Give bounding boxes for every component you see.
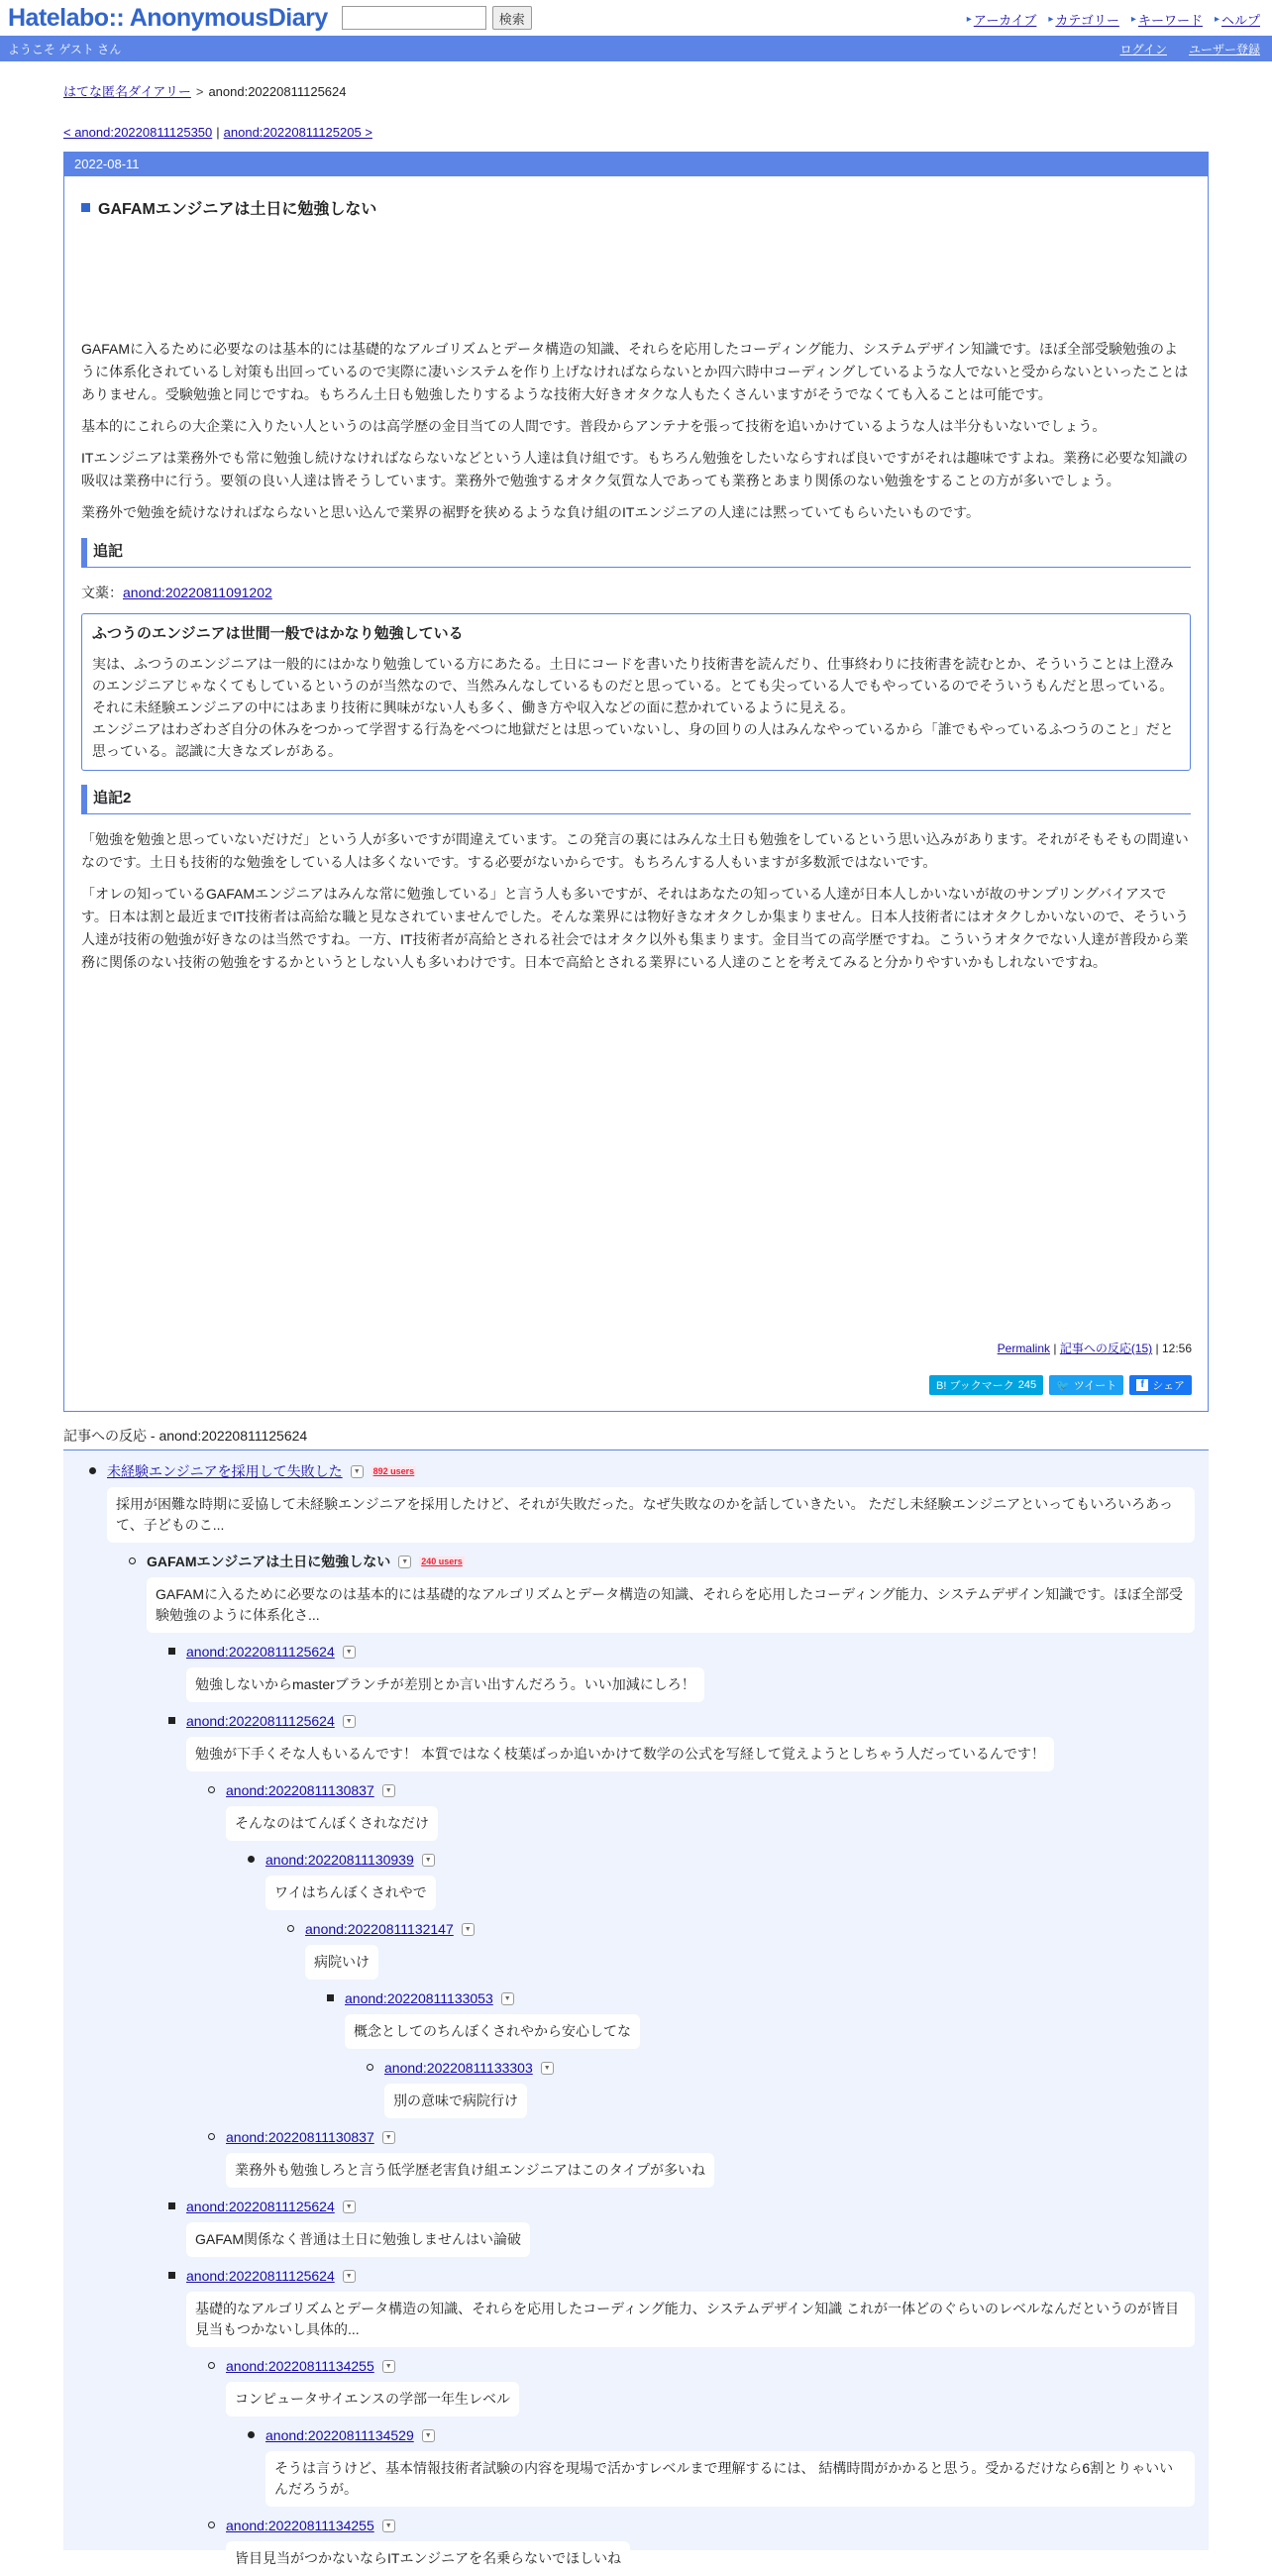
quote-title: ふつうのエンジニアは世間一般ではかなり勉強している — [92, 625, 464, 642]
chevron-down-icon[interactable]: ▼ — [462, 1923, 475, 1936]
nav-archive[interactable] — [967, 10, 1037, 29]
response-link[interactable]: anond:20220811133053 — [345, 1990, 493, 2006]
breadcrumb-current: anond:20220811125624 — [208, 84, 347, 99]
entry-body — [64, 196, 1208, 974]
response-body: 別の意味で病院行け — [384, 2084, 527, 2118]
entry-footer — [998, 1340, 1192, 1356]
source-line — [81, 582, 1191, 604]
main-content — [63, 81, 1209, 1412]
response-item — [265, 1849, 1209, 1910]
response-item — [186, 2196, 1209, 2257]
chevron-down-icon[interactable]: ▼ — [351, 1465, 364, 1478]
response-item — [147, 1551, 1209, 1633]
source-link[interactable]: anond:20220811091202 — [123, 585, 272, 600]
chevron-down-icon[interactable]: ▼ — [422, 1854, 435, 1867]
top-bar — [0, 0, 1272, 36]
guest-bar — [0, 36, 1272, 61]
arrow-icon: ▸ — [1214, 14, 1219, 25]
bullet-icon — [248, 2431, 255, 2438]
entry-paragraph: GAFAMに入るために必要なのは基本的には基礎的なアルゴリズムとデータ構造の知識、それらを応用したコーディング能力、システムデザイン知識です。ほぼ全部受験勉強のように体系化されているし対策も出回っているので実際に凄いシステムを作り上げなければならないとか四六時中コーディングしているような人でないと受からないといったことはありません。受験勉強と同じですね。もちろん土日も勉強したりするような技術大好きオタクな人もたくさんいますがそうでなくても入ることは可能です。 — [81, 341, 1189, 402]
chevron-down-icon[interactable]: ▼ — [382, 2360, 395, 2373]
response-link[interactable]: anond:20220811125624 — [186, 1644, 335, 1660]
response-link[interactable]: anond:20220811130837 — [226, 2129, 374, 2145]
arrow-icon: ▸ — [966, 14, 972, 25]
entry-title-text: GAFAMエンジニアは土日に勉強しない — [98, 201, 377, 218]
entry-paragraph: ITエンジニアは業務外でも常に勉強し続けなければならないなどという人達は負け組です。もちろん勉強をしたいならすれば良いですがそれは趣味ですよね。業務に必要な知識の吸収は業務中に行う。要領の良い人達は皆そうしています。業務外で勉強するオタク気質な人であっても業務とあまり関係のない勉強をすることの方が多いでしょう。 — [81, 450, 1188, 488]
bullet-icon — [129, 1557, 136, 1564]
chevron-down-icon[interactable]: ▼ — [382, 2520, 395, 2532]
response-link[interactable]: anond:20220811134255 — [226, 2518, 374, 2533]
bullet-icon — [208, 2522, 215, 2528]
chevron-down-icon[interactable]: ▼ — [343, 1646, 356, 1659]
bullet-icon — [248, 1856, 255, 1863]
nav-help-link[interactable]: ヘルプ — [1220, 13, 1260, 28]
response-link[interactable]: anond:20220811125624 — [186, 1713, 335, 1729]
nav-category[interactable] — [1048, 10, 1119, 29]
response-body: 皆目見当がつかないならITエンジニアを名乗らないでほしいね — [226, 2541, 630, 2576]
response-link[interactable]: anond:20220811125624 — [186, 2199, 335, 2214]
response-item — [384, 2057, 1209, 2118]
chevron-down-icon[interactable]: ▼ — [422, 2429, 435, 2442]
responses-heading: 記事への反応 - anond:20220811125624 — [63, 1426, 1209, 1450]
bullet-icon — [168, 1648, 175, 1655]
response-link[interactable]: anond:20220811134255 — [226, 2358, 374, 2374]
response-item — [186, 1710, 1209, 1771]
arrow-icon: ▸ — [1048, 14, 1054, 25]
nav-keyword[interactable] — [1131, 10, 1203, 29]
footer-sep: | — [1155, 1342, 1159, 1355]
response-item — [226, 2355, 1209, 2416]
twitter-icon: 🐦 — [1056, 1379, 1070, 1392]
entry-text — [81, 338, 1191, 974]
footer-sep: | — [1053, 1342, 1057, 1355]
chevron-down-icon[interactable]: ▼ — [501, 1992, 514, 2005]
day-date: 2022-08-11 — [64, 153, 1208, 176]
search-input[interactable] — [342, 6, 486, 30]
pager — [63, 125, 1209, 140]
response-item — [186, 1641, 1209, 1702]
welcome-text: ようこそ ゲスト さん — [8, 42, 122, 56]
share-label: シェア — [1152, 1380, 1185, 1392]
bookmark-count: 245 — [1017, 1379, 1037, 1391]
bullet-icon — [208, 2362, 215, 2369]
response-item — [226, 2126, 1209, 2188]
nav-archive-link[interactable]: アーカイブ — [973, 13, 1037, 28]
entry-time: 12:56 — [1161, 1342, 1192, 1355]
response-link[interactable]: anond:20220811130939 — [265, 1852, 414, 1868]
response-body: そうは言うけど、基本情報技術者試験の内容を現場で活かすレベルまで理解するには、 結構時間がかかると思う。受かるだけなら6割とりゃいいんだろうが。 — [265, 2451, 1195, 2507]
response-body: ワイはちんぼくされやで — [265, 1876, 436, 1910]
chevron-down-icon[interactable]: ▼ — [343, 1715, 356, 1728]
bullet-icon — [287, 1925, 294, 1932]
tweet-label: ツイート — [1073, 1380, 1117, 1392]
top-nav — [967, 10, 1260, 29]
search-button[interactable]: 検索 — [492, 6, 532, 30]
response-link[interactable]: anond:20220811134529 — [265, 2427, 414, 2443]
response-body: GAFAM関係なく普通は土日に勉強しませんはい論破 — [186, 2222, 530, 2257]
users-badge[interactable]: 892 users — [372, 1466, 415, 1476]
response-link[interactable]: anond:20220811132147 — [305, 1921, 454, 1937]
square-icon[interactable] — [81, 203, 90, 212]
bullet-icon — [168, 2272, 175, 2279]
entry-paragraph: 基本的にこれらの大企業に入りたい人というのは高学歴の金目当ての人間です。普段からアンテナを張って技術を追いかけているような人は半分もいないでしょう。 — [81, 418, 1107, 434]
hatena-bookmark-button[interactable] — [929, 1375, 1043, 1395]
entry-title — [81, 196, 1191, 219]
bullet-icon — [208, 1786, 215, 1793]
response-link[interactable]: 未経験エンジニアを採用して失敗した — [107, 1463, 343, 1479]
response-body: 業務外も勉強しろと言う低学歴老害負け組エンジニアはこのタイプが多いね — [226, 2153, 714, 2188]
response-body: 概念としてのちんぼくされやから安心してな — [345, 2014, 640, 2049]
response-body: 採用が困難な時期に妥協して未経験エンジニアを採用したけど、それが失敗だった。なぜ失敗なのかを話していきたい。 ただし未経験エンジニアといってもいろいろあって、子どものこ... — [107, 1487, 1195, 1543]
nav-keyword-link[interactable]: キーワード — [1137, 13, 1203, 28]
next-entry-link[interactable]: anond:20220811125205 > — [223, 125, 372, 140]
response-body: 勉強しないからmasterブランチが差別とか言い出すんだろう。いい加減にしろ！ — [186, 1667, 704, 1702]
entry-paragraph: 業務外で勉強を続けなければならないと思い込んで業界の裾野を狭めるような負け組のITエンジニアの人達には黙っていてもらいたいものです。 — [81, 504, 980, 520]
hatena-bookmark-label: B! ブックマーク — [936, 1380, 1014, 1392]
day-section — [63, 152, 1209, 1412]
response-item — [345, 1987, 1209, 2049]
bullet-icon — [168, 2202, 175, 2209]
addendum1-heading: 追記 — [81, 538, 1191, 568]
addendum2-paragraph: 「オレの知っているGAFAMエンジニアはみんな常に勉強している」と言う人も多いですが、それはあなたの知っている人達が日本人しかいないが故のサンプリングバイアスです。日本は割と最近までIT技術者は高給な職と見なされていませんでした。そんな業界には物好きなオタクしか集まりません。日本人技術者にはオタクしかいないので、そういう人達が技術の勉強が好きなのは当然ですね。一方、IT技術者が高給とされる社会ではオタク以外も集まります。金目当ての高学歴ですね。こういうオタクでない人達が普段から業務に関係のない技術の勉強をするかというとしない人も多いわけです。日本で高給とされる業界にいる人達のことを考えてみると分かりやすいかもしれないですね。 — [81, 886, 1189, 970]
bullet-icon — [168, 1717, 175, 1724]
permalink[interactable]: Permalink — [997, 1342, 1050, 1355]
response-body: コンピュータサイエンスの学部一年生レベル — [226, 2382, 519, 2416]
breadcrumb-sep: > — [195, 84, 204, 99]
nav-category-link[interactable]: カテゴリー — [1055, 13, 1119, 28]
response-item — [265, 2424, 1209, 2507]
login-link[interactable]: ログイン — [1119, 42, 1167, 56]
prev-entry-link[interactable]: < anond:20220811125350 — [63, 125, 213, 140]
bullet-icon — [367, 2064, 373, 2071]
source-label: 文薬： — [81, 585, 123, 600]
quote-line: 実は、ふつうのエンジニアは一般的にはかなり勉強している方にあたる。土日にコードを書いたり技術書を読んだり、仕事終わりに技術書を読むとか、そういうことは上澄みのエンジニアじゃなくてもしているというのが当然なので、当然みんなしているものだと思っている。とても尖っている人でもやっているのでそういうもんだと思っている。それに未経験エンジニアの中にはあまり技術に興味がない人も多く、働き方や収入などの面に惹かれているように見える。 — [92, 656, 1174, 715]
response-title: GAFAMエンジニアは土日に勉強しない — [147, 1554, 391, 1569]
responses-section — [63, 1426, 1209, 2566]
response-body: 基礎的なアルゴリズムとデータ構造の知識、それらを応用したコーディング能力、システムデザイン知識 これが一体どのぐらいのレベルなんだというのが皆目見当もつかないし具体的... — [186, 2292, 1195, 2347]
facebook-share-button[interactable] — [1129, 1375, 1192, 1395]
facebook-icon: f — [1136, 1379, 1148, 1391]
chevron-down-icon[interactable]: ▼ — [343, 2270, 356, 2283]
chevron-down-icon[interactable]: ▼ — [382, 1784, 395, 1797]
bullet-icon — [327, 1994, 334, 2001]
bullet-icon — [89, 1467, 96, 1474]
breadcrumb-home[interactable]: はてな匿名ダイアリー — [63, 84, 191, 99]
arrow-icon: ▸ — [1130, 14, 1136, 25]
response-item — [186, 2265, 1209, 2347]
chevron-down-icon[interactable]: ▼ — [382, 2131, 395, 2144]
users-badge[interactable]: 240 users — [421, 1556, 463, 1566]
addendum2-paragraph: 「勉強を勉強と思っていないだけだ」という人が多いですが間違えています。この発言の裏にはみんな土日も勉強をしているという思い込みがあります。それがそもそもの間違いなのです。土日も技術的な勉強をしている人は多くないです。する必要がないからです。もちろんする人もいますが多数派ではないです。 — [81, 831, 1189, 870]
tweet-button[interactable] — [1049, 1375, 1123, 1395]
response-link[interactable]: anond:20220811130837 — [226, 1782, 374, 1798]
response-item — [226, 1779, 1209, 1841]
response-body: 病院いけ — [305, 1945, 378, 1980]
chevron-down-icon[interactable]: ▼ — [343, 2200, 356, 2213]
chevron-down-icon[interactable]: ▼ — [398, 1556, 411, 1568]
response-item — [107, 1460, 1209, 1543]
bullet-icon — [208, 2133, 215, 2140]
response-body: そんなのはてんぼくされなだけ — [226, 1806, 438, 1841]
response-item — [226, 2515, 1209, 2576]
quote-box — [81, 613, 1191, 771]
response-body: 勉強が下手くそな人もいるんです！ 本質ではなく枝葉ばっか追いかけて数学の公式を写経して覚えようとしちゃう人だっているんです！ — [186, 1737, 1054, 1771]
response-body: GAFAMに入るために必要なのは基本的には基礎的なアルゴリズムとデータ構造の知識、それらを応用したコーディング能力、システムデザイン知識です。ほぼ全部受験勉強のように体系化さ... — [147, 1577, 1195, 1633]
chevron-down-icon[interactable]: ▼ — [541, 2062, 554, 2075]
reactions-link[interactable]: 記事への反応(15) — [1059, 1342, 1153, 1355]
addendum2-heading: 追記2 — [81, 785, 1191, 814]
nav-help[interactable] — [1215, 10, 1260, 29]
response-link[interactable]: anond:20220811133303 — [384, 2060, 533, 2076]
share-row — [929, 1375, 1192, 1395]
register-link[interactable]: ユーザー登録 — [1188, 42, 1260, 56]
site-logo[interactable]: Hatelabo:: AnonymousDiary — [8, 3, 328, 32]
response-link[interactable]: anond:20220811125624 — [186, 2268, 335, 2284]
breadcrumb — [63, 81, 1209, 100]
response-item — [305, 1918, 1209, 1980]
quote-line: エンジニアはわざわざ自分の休みをつかって学習する行為をべつに地獄だとは思っていないし、身の回りの人はみんなやっているから「誰でもやっているふつうのこと」だと思っている。認識に大きなズレがある。 — [92, 721, 1174, 759]
pager-sep: | — [216, 125, 220, 140]
responses-tree — [63, 1450, 1209, 2566]
